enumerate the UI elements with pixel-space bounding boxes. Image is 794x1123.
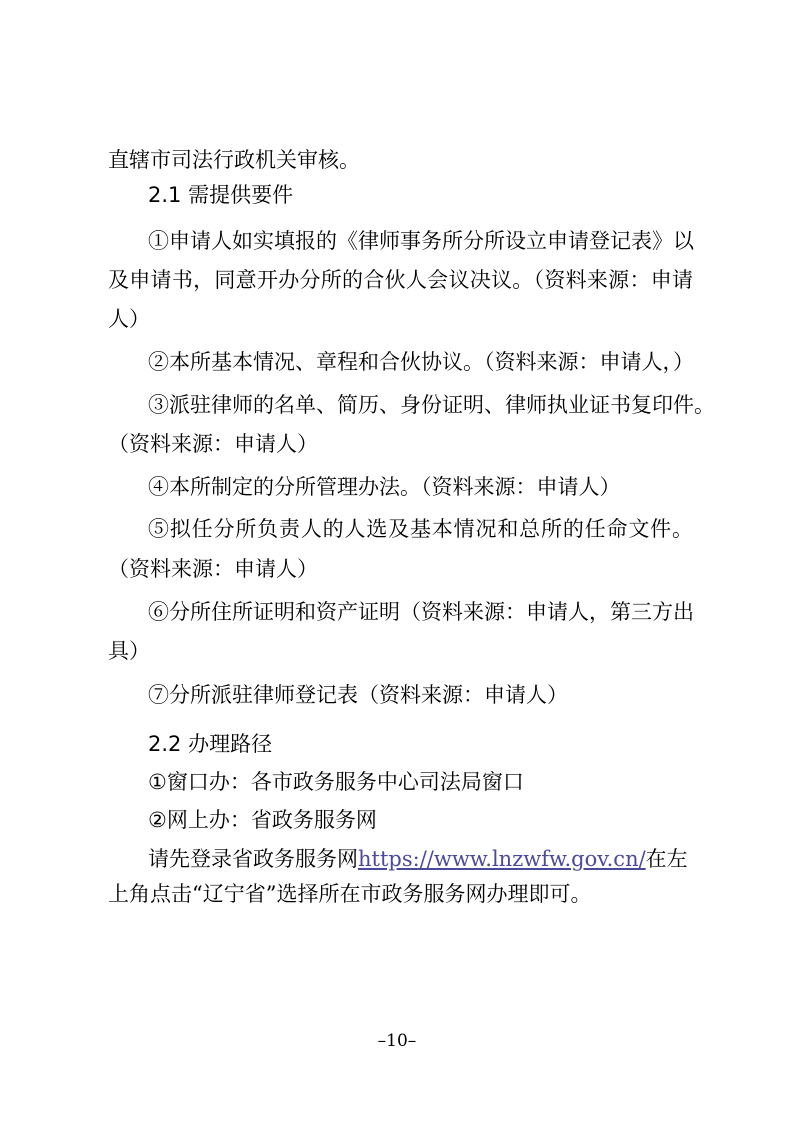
paragraph-line: 具） [108,639,150,663]
paragraph-line: 上角点击“辽宁省”选择所在市政务服务网办理即可。 [108,882,592,906]
paragraph-line: ④本所制定的分所管理办法。（资料来源：申请人） [148,475,621,499]
paragraph-line: 人） [108,307,150,331]
paragraph-line: 及申请书，同意开办分所的合伙人会议决议。（资料来源：申请 [108,268,693,292]
paragraph-line: ③派驻律师的名单、简历、身份证明、律师执业证书复印件。 [148,393,715,417]
online-note-prefix: 请先登录省政务服务网 [148,847,358,871]
paragraph-line: ⑤拟任分所负责人的人选及基本情况和总所的任命文件。 [148,517,693,541]
section-heading-2-1: 2.1 需提供要件 [148,183,294,207]
page-number: –10– [377,1031,417,1051]
paragraph-line: （资料来源：申请人） [108,557,318,581]
online-note-suffix: 在左 [645,847,688,871]
paragraph-line: ⑥分所住所证明和资产证明（资料来源：申请人，第三方出 [148,600,694,624]
paragraph-line: ①窗口办：各市政务服务中心司法局窗口 [148,770,524,794]
paragraph-line: ②本所基本情况、章程和合伙协议。（资料来源：申请人，） [148,350,694,374]
portal-link[interactable]: https://www.lnzwfw.gov.cn/ [358,847,646,871]
paragraph-line: ②网上办：省政务服务网 [148,808,377,832]
online-note-line [148,845,693,873]
section-heading-2-2: 2.2 办理路径 [148,732,273,756]
paragraph-line: （资料来源：申请人） [108,432,318,456]
paragraph-line: ⑦分所派驻律师登记表（资料来源：申请人） [148,683,568,707]
paragraph-line: 直辖市司法行政机关审核。 [108,148,360,172]
paragraph-line: ①申请人如实填报的《律师事务所分所设立申请登记表》以 [148,229,694,253]
